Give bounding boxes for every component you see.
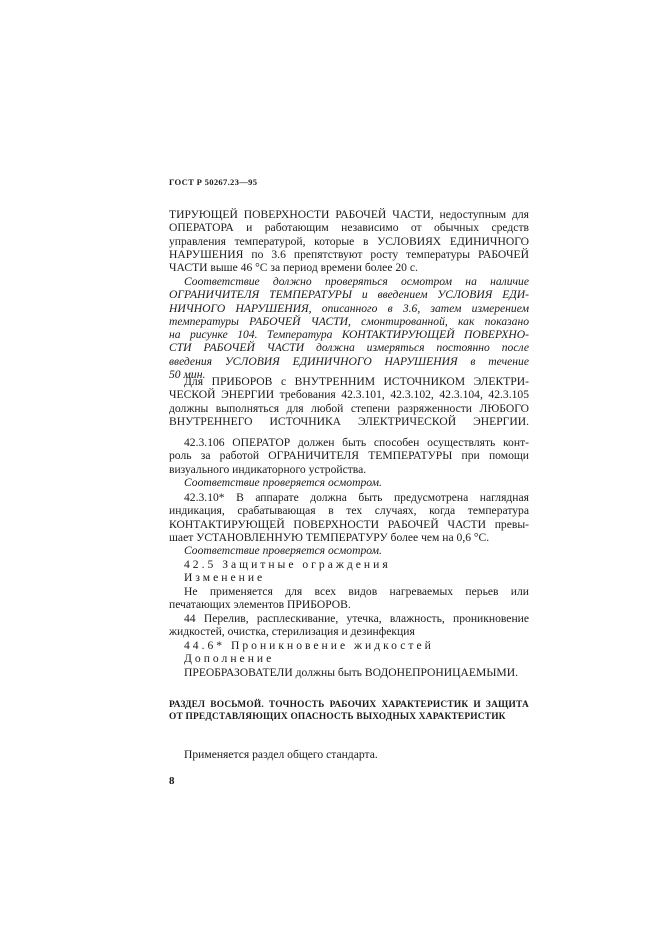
text-line: ВНУТРЕННЕГО ИСТОЧНИКА ЭЛЕКТРИЧЕСКОЙ ЭНЕРГИИ.	[169, 414, 529, 428]
text-line: визуального индикаторного устройства.	[169, 462, 367, 476]
text-line: шает УСТАНОВЛЕННУЮ ТЕМПЕРАТУРУ более чем на 0,6 °С.	[169, 530, 490, 544]
section-eight-title	[169, 699, 529, 723]
paragraph-42-3-106	[169, 436, 529, 476]
text-line: Соответствие должно проверяться осмотром на наличие	[184, 275, 529, 288]
paragraph-general-standard: Применяется раздел общего стандарта.	[184, 748, 378, 761]
change-label: Изменение	[184, 571, 266, 584]
paragraph-temperature-limiter	[169, 208, 529, 274]
text-line: ЧЕСКОЙ ЭНЕРГИИ требования 42.3.101, 42.3.102, 42.3.104, 42.3.105	[169, 388, 529, 402]
item-42-5-heading: 42.5 Защитные ограждения	[184, 558, 391, 571]
text-line: жидкостей, очистка, стерилизация и дезинфекция	[169, 625, 415, 639]
text-line: НИЧНОГО НАРУШЕНИЯ, описанного в 3.6, затем измерением	[169, 301, 529, 315]
text-line: ТИРУЮЩЕЙ ПОВЕРХНОСТИ РАБОЧЕЙ ЧАСТИ, недоступным для	[169, 208, 529, 221]
text-line: 42.3.106 ОПЕРАТОР должен быть способен осуществлять конт-	[184, 436, 529, 449]
text-line: НАРУШЕНИЯ по 3.6 препятствуют росту температуры РАБОЧЕЙ	[169, 247, 529, 261]
paragraph-not-applicable	[169, 585, 529, 612]
text-line: Для ПРИБОРОВ с ВНУТРЕННИМ ИСТОЧНИКОМ ЭЛЕКТРИ-	[184, 375, 529, 388]
text-line: ЧАСТИ выше 46 °С за период времени более 20 с.	[169, 261, 418, 275]
text-line: РАЗДЕЛ ВОСЬМОЙ. ТОЧНОСТЬ РАБОЧИХ ХАРАКТЕРИСТИК И ЗАЩИТА	[169, 700, 529, 710]
page-number: 8	[169, 775, 175, 787]
item-44-6-heading: 44.6* Проникновение жидкостей	[184, 639, 434, 652]
text-line: 44 Перелив, расплескивание, утечка, влажность, проникновение	[184, 612, 529, 625]
paragraph-compliance-check	[169, 275, 529, 381]
text-line: должны выполняться для любой степени разряженности ЛЮБОГО	[169, 401, 529, 415]
text-line: роль за работой ОГРАНИЧИТЕЛЯ ТЕМПЕРАТУРЫ при помощи	[169, 449, 529, 463]
text-line: на рисунке 104. Температура КОНТАКТИРУЮЩЕЙ ПОВЕРХНО-	[169, 328, 529, 342]
compliance-note-1: Соответствие проверяется осмотром.	[184, 476, 382, 489]
document-code-header: ГОСТ Р 50267.23—95	[169, 177, 258, 187]
paragraph-42-3-10	[169, 491, 529, 544]
text-line: КОНТАКТИРУЮЩЕЙ ПОВЕРХНОСТИ РАБОЧЕЙ ЧАСТИ превы-	[169, 517, 529, 531]
paragraph-internal-power-source	[169, 375, 529, 428]
text-line: управления температурой, которые в УСЛОВИЯХ ЕДИНИЧНОГО	[169, 234, 529, 248]
text-line: 42.3.10* В аппарате должна быть предусмотрена наглядная	[184, 491, 529, 504]
addition-label: Дополнение	[184, 652, 275, 665]
text-line: СТИ РАБОЧЕЙ ЧАСТИ должна измеряться постоянно после	[169, 341, 529, 355]
text-line: ОТ ПРЕДСТАВЛЯЮЩИХ ОПАСНОСТЬ ВЫХОДНЫХ ХАРАКТЕРИСТИК	[169, 712, 506, 722]
text-line: ОГРАНИЧИТЕЛЯ ТЕМПЕРАТУРЫ и введением УСЛОВИЯ ЕДИ-	[169, 288, 529, 302]
text-line: индикация, срабатывающая в тех случаях, когда температура	[169, 504, 529, 518]
compliance-note-2: Соответствие проверяется осмотром.	[184, 544, 382, 557]
text-line: введения УСЛОВИЯ ЕДИНИЧНОГО НАРУШЕНИЯ в течение	[169, 354, 529, 368]
text-line: ОПЕРАТОРА и работающим независимо от обычных средств	[169, 221, 529, 235]
paragraph-section-44	[169, 612, 529, 639]
paragraph-transducers: ПРЕОБРАЗОВАТЕЛИ должны быть ВОДОНЕПРОНИЦАЕМЫМИ.	[184, 666, 519, 679]
text-line: 50 мин.	[169, 368, 206, 382]
text-line: печатающих элементов ПРИБОРОВ.	[169, 598, 351, 612]
text-line: Не применяется для всех видов нагреваемых перьев или	[184, 585, 529, 598]
text-line: температуры РАБОЧЕЙ ЧАСТИ, смонтированной, как показано	[169, 314, 529, 328]
